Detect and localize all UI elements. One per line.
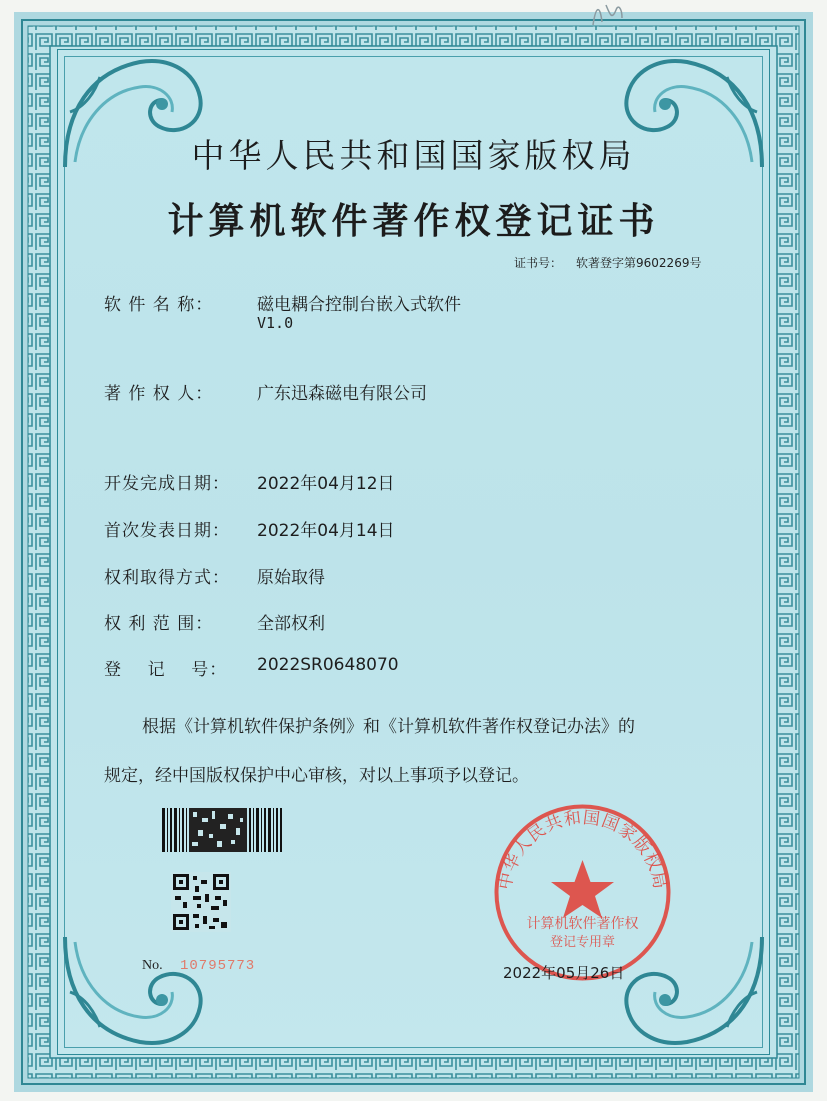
official-seal	[490, 800, 675, 985]
seal-date: 2022年05月26日	[503, 964, 625, 982]
field-label: 开发完成日期：	[104, 474, 230, 494]
certificate-number	[514, 254, 715, 271]
field-value: 广东迅森磁电有限公司	[257, 384, 427, 404]
certificate-number-label: 证书号：	[514, 256, 563, 270]
field-value: 2022年04月12日	[257, 474, 395, 494]
certificate-title: 计算机软件著作权登记证书	[167, 200, 660, 242]
handwritten-mark-icon	[588, 0, 628, 30]
field-label: 著 作 权 人：	[104, 384, 214, 404]
serial-number-value: 10795773	[180, 958, 256, 974]
field-label: 首次发表日期：	[104, 521, 230, 541]
field-registration-number	[104, 655, 399, 680]
seal-ring-text: 中华人民共和国国家版权局	[495, 807, 670, 892]
barcode	[162, 808, 282, 852]
field-label: 权 利 范 围：	[104, 614, 214, 634]
statement-line-1: 根据《计算机软件保护条例》和《计算机软件著作权登记办法》的	[142, 717, 635, 737]
corner-ornament-bottom-left-icon	[60, 932, 210, 1052]
seal-line-2: 登记专用章	[549, 935, 616, 950]
certificate-number-value: 软著登字第9602269号	[576, 256, 702, 270]
qr-code	[171, 872, 231, 932]
field-publication-date	[104, 516, 395, 541]
field-software-name	[104, 290, 461, 332]
field-value: 原始取得	[257, 568, 325, 588]
serial-number-label: No.	[142, 958, 163, 973]
field-label: 软 件 名 称：	[104, 295, 214, 315]
field-development-date	[104, 469, 395, 494]
field-value: 磁电耦合控制台嵌入式软件	[257, 295, 461, 315]
seal-line-1: 计算机软件著作权	[526, 916, 639, 932]
field-label: 登 记 号：	[104, 660, 228, 680]
field-value: 2022年04月14日	[257, 521, 395, 541]
statement-line-2: 规定，经中国版权保护中心审核，对以上事项予以登记。	[104, 766, 529, 786]
field-value: 2022SR0648070	[257, 655, 399, 675]
field-rights-scope	[104, 609, 325, 634]
field-value: 全部权利	[257, 614, 325, 634]
field-label: 权利取得方式：	[104, 568, 230, 588]
field-copyright-owner	[104, 379, 427, 404]
field-version: V1.0	[257, 314, 294, 332]
agency-title: 中华人民共和国国家版权局	[191, 136, 636, 175]
seal-star-icon	[551, 860, 614, 918]
field-acquisition-method	[104, 563, 325, 588]
